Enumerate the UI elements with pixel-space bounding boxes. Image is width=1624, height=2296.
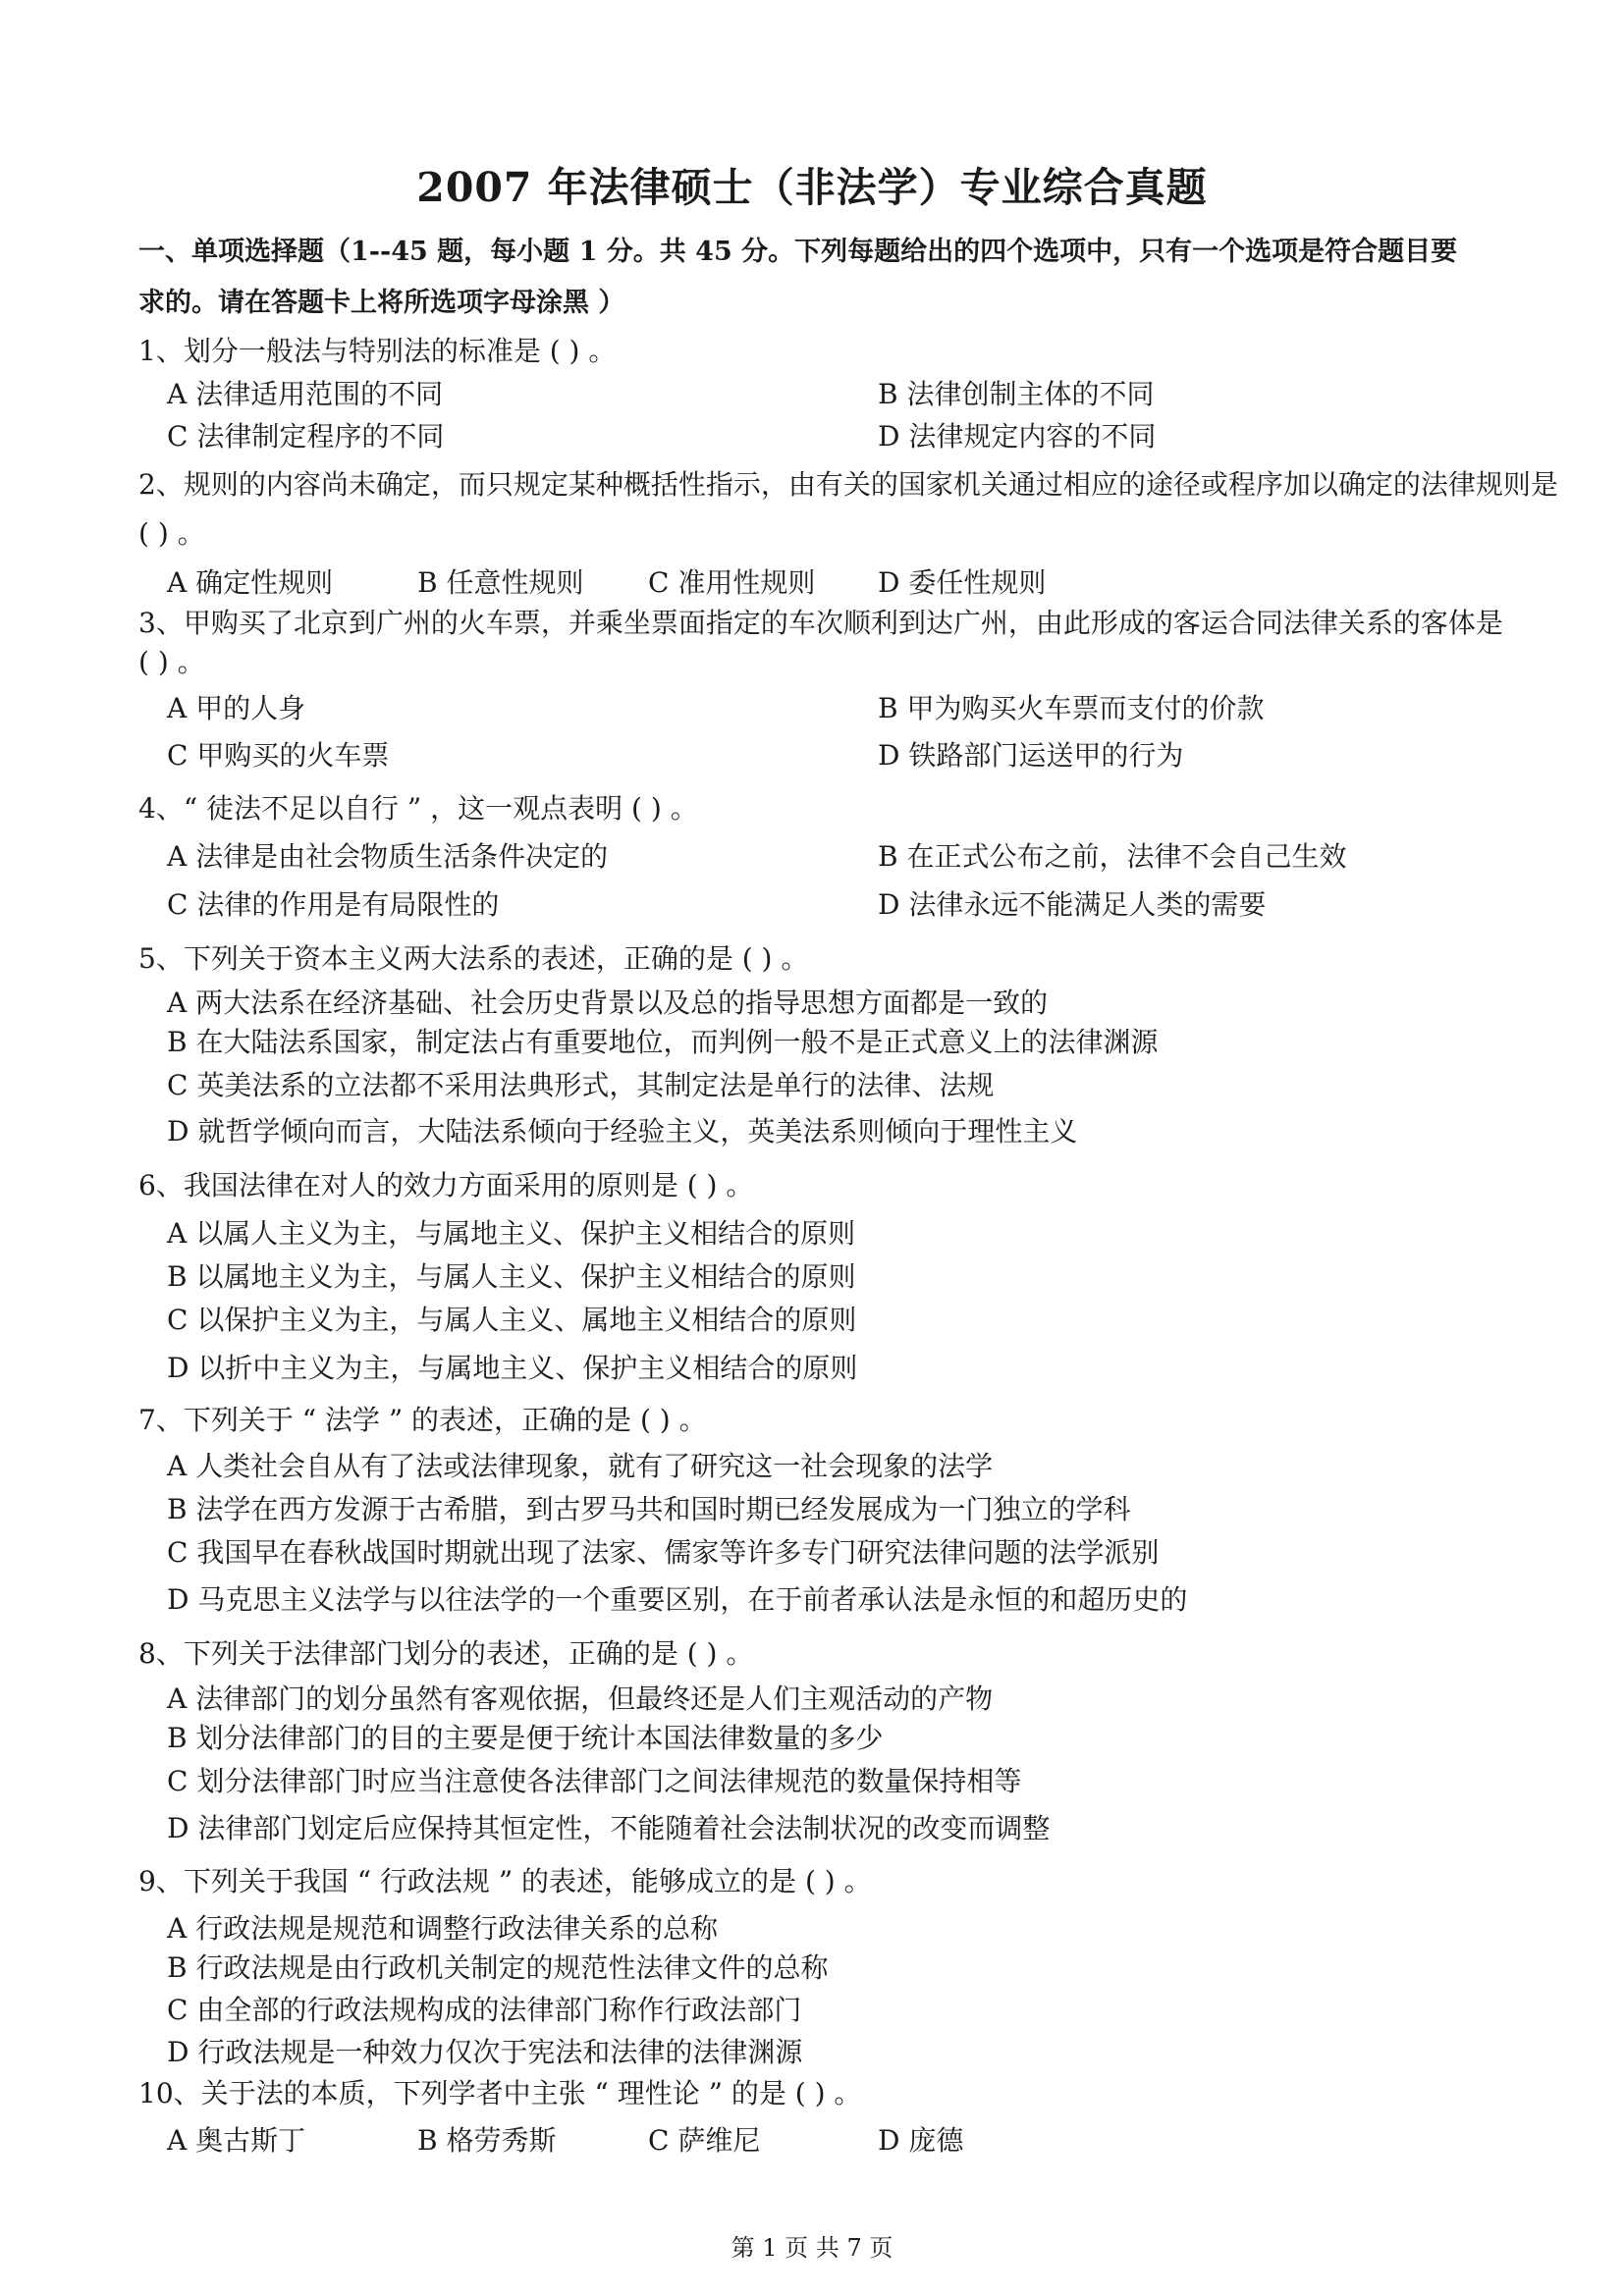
question-9-option-a: A 行政法规是规范和调整行政法律关系的总称 xyxy=(167,1912,719,1945)
page-footer: 第 1 页 共 7 页 xyxy=(731,2234,893,2262)
question-1-stem: 1、划分一般法与特别法的标准是 ( ) 。 xyxy=(138,335,617,367)
question-2-option-d: D 委任性规则 xyxy=(878,566,1047,599)
question-1-option-c: C 法律制定程序的不同 xyxy=(167,420,445,453)
question-3-option-b: B 甲为购买火车票而支付的价款 xyxy=(878,692,1265,724)
question-2-stem-line-1: 2、规则的内容尚未确定，而只规定某种概括性指示，由有关的国家机关通过相应的途径或程序加以确定的法律规则是 xyxy=(138,468,1558,501)
question-3-option-d: D 铁路部门运送甲的行为 xyxy=(878,739,1184,772)
question-5-option-a: A 两大法系在经济基础、社会历史背景以及总的指导思想方面都是一致的 xyxy=(167,987,1049,1019)
question-10-option-a: A 奥古斯丁 xyxy=(167,2124,306,2157)
question-7-option-d: D 马克思主义法学与以往法学的一个重要区别，在于前者承认法是永恒的和超历史的 xyxy=(167,1583,1188,1616)
question-9-option-b: B 行政法规是由行政机关制定的规范性法律文件的总称 xyxy=(167,1951,829,1984)
question-4-option-b: B 在正式公布之前，法律不会自己生效 xyxy=(878,840,1347,873)
question-9-option-d: D 行政法规是一种效力仅次于宪法和法律的法律渊源 xyxy=(167,2036,803,2068)
question-6-option-d: D 以折中主义为主，与属地主义、保护主义相结合的原则 xyxy=(167,1352,858,1384)
question-5-option-d: D 就哲学倾向而言，大陆法系倾向于经验主义，英美法系则倾向于理性主义 xyxy=(167,1115,1078,1148)
question-2-stem-line-2: ( ) 。 xyxy=(138,517,205,550)
question-3-stem-line-2: ( ) 。 xyxy=(138,646,205,678)
question-1-option-d: D 法律规定内容的不同 xyxy=(878,420,1157,453)
question-9-stem: 9、下列关于我国 “ 行政法规 ” 的表述，能够成立的是 ( ) 。 xyxy=(138,1865,872,1897)
question-6-option-a: A 以属人主义为主，与属地主义、保护主义相结合的原则 xyxy=(167,1217,856,1250)
question-5-option-c: C 英美法系的立法都不采用法典形式，其制定法是单行的法律、法规 xyxy=(167,1069,995,1101)
question-9-option-c: C 由全部的行政法规构成的法律部门称作行政法部门 xyxy=(167,1994,802,2026)
question-4-option-a: A 法律是由社会物质生活条件决定的 xyxy=(167,840,609,873)
question-2-option-c: C 准用性规则 xyxy=(648,566,816,599)
question-6-stem: 6、我国法律在对人的效力方面采用的原则是 ( ) 。 xyxy=(138,1169,754,1201)
question-7-option-b: B 法学在西方发源于古希腊，到古罗马共和国时期已经发展成为一门独立的学科 xyxy=(167,1493,1131,1525)
section-header-line-1: 一、单项选择题（1--45 题，每小题 1 分。共 45 分。下列每题给出的四个选项中，只有一个选项是符合题目要 xyxy=(138,237,1458,267)
question-10-option-c: C 萨维尼 xyxy=(648,2124,761,2157)
question-8-option-c: C 划分法律部门时应当注意使各法律部门之间法律规范的数量保持相等 xyxy=(167,1765,1022,1797)
question-7-stem: 7、下列关于 “ 法学 ” 的表述，正确的是 ( ) 。 xyxy=(138,1404,707,1436)
question-6-option-c: C 以保护主义为主，与属人主义、属地主义相结合的原则 xyxy=(167,1304,857,1336)
question-5-option-b: B 在大陆法系国家，制定法占有重要地位，而判例一般不是正式意义上的法律渊源 xyxy=(167,1026,1159,1058)
question-10-option-b: B 格劳秀斯 xyxy=(417,2124,557,2157)
question-10-stem: 10、关于法的本质，下列学者中主张 “ 理性论 ” 的是 ( ) 。 xyxy=(138,2077,862,2109)
question-7-option-a: A 人类社会自从有了法或法律现象，就有了研究这一社会现象的法学 xyxy=(167,1450,994,1482)
question-8-option-b: B 划分法律部门的目的主要是便于统计本国法律数量的多少 xyxy=(167,1722,884,1754)
question-7-option-c: C 我国早在春秋战国时期就出现了法家、儒家等许多专门研究法律问题的法学派别 xyxy=(167,1536,1160,1569)
question-8-stem: 8、下列关于法律部门划分的表述，正确的是 ( ) 。 xyxy=(138,1637,754,1670)
question-10-option-d: D 庞德 xyxy=(878,2124,964,2157)
page-title: 2007 年法律硕士（非法学）专业综合真题 xyxy=(416,164,1208,211)
question-8-option-d: D 法律部门划定后应保持其恒定性，不能随着社会法制状况的改变而调整 xyxy=(167,1812,1051,1844)
question-3-option-a: A 甲的人身 xyxy=(167,692,306,724)
question-4-option-c: C 法律的作用是有局限性的 xyxy=(167,888,500,921)
question-1-option-b: B 法律创制主体的不同 xyxy=(878,378,1155,410)
question-4-stem: 4、“ 徒法不足以自行 ” ，这一观点表明 ( ) 。 xyxy=(138,792,698,825)
section-header-line-2: 求的。请在答题卡上将所选项字母涂黑 ） xyxy=(138,288,625,318)
question-2-option-b: B 任意性规则 xyxy=(417,566,584,599)
question-3-option-c: C 甲购买的火车票 xyxy=(167,739,390,772)
question-8-option-a: A 法律部门的划分虽然有客观依据，但最终还是人们主观活动的产物 xyxy=(167,1682,994,1715)
question-3-stem-line-1: 3、甲购买了北京到广州的火车票，并乘坐票面指定的车次顺利到达广州，由此形成的客运合同法律关系的客体是 xyxy=(138,607,1503,639)
question-2-option-a: A 确定性规则 xyxy=(167,566,334,599)
question-6-option-b: B 以属地主义为主，与属人主义、保护主义相结合的原则 xyxy=(167,1260,856,1293)
question-5-stem: 5、下列关于资本主义两大法系的表述，正确的是 ( ) 。 xyxy=(138,942,809,975)
question-4-option-d: D 法律永远不能满足人类的需要 xyxy=(878,888,1267,921)
question-1-option-a: A 法律适用范围的不同 xyxy=(167,378,444,410)
